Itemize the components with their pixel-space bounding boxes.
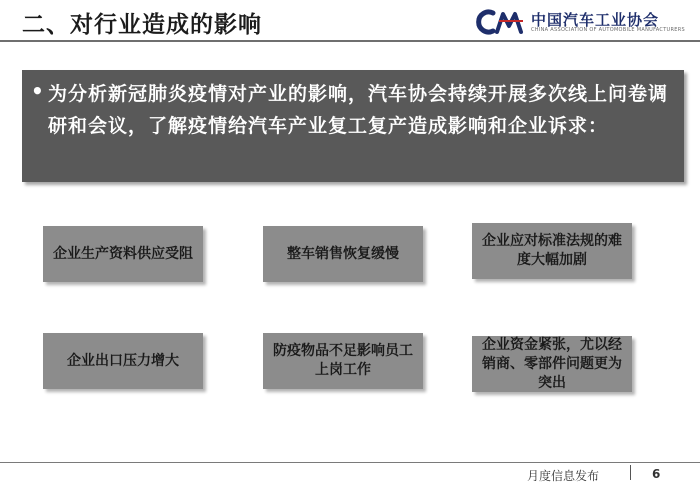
impact-card-label: 企业应对标准法规的难度大幅加剧 xyxy=(482,233,622,268)
footer-separator xyxy=(630,465,631,480)
impact-card-label: 企业生产资料供应受阻 xyxy=(53,245,193,262)
header-divider xyxy=(0,40,700,42)
footer-divider xyxy=(0,462,700,463)
intro-panel xyxy=(22,70,684,182)
impact-card-funding xyxy=(472,336,632,392)
logo-name: 中国汽车工业协会 xyxy=(531,11,660,29)
impact-card-label: 企业出口压力增大 xyxy=(67,352,179,369)
impact-card-regulation xyxy=(472,223,632,279)
bullet-icon: • xyxy=(31,79,44,103)
caam-logo xyxy=(475,8,690,36)
impact-card-export xyxy=(43,333,203,389)
impact-card-label: 整车销售恢复缓慢 xyxy=(287,245,399,262)
slide-header xyxy=(0,0,700,42)
logo-subtitle: CHINA ASSOCIATION OF AUTOMOBILE MANUFACTURERS xyxy=(531,27,685,33)
page-number: 6 xyxy=(652,467,661,481)
intro-text: 为分析新冠肺炎疫情对产业的影响，汽车协会持续开展多次线上问卷调研和会议，了解疫情给汽车产业复工复产造成影响和企业诉求： xyxy=(48,83,669,137)
impact-card-sales xyxy=(263,226,423,282)
impact-card-epidemic-supplies xyxy=(263,333,423,389)
page-title: 二、对行业造成的影响 xyxy=(22,12,262,38)
cam-logo-icon xyxy=(475,8,527,36)
impact-card-supply xyxy=(43,226,203,282)
impact-card-label: 防疫物品不足影响员工上岗工作 xyxy=(273,343,413,378)
footer-label: 月度信息发布 xyxy=(527,469,600,483)
impact-card-label: 企业资金紧张，尤以经销商、零部件问题更为突出 xyxy=(482,336,622,391)
